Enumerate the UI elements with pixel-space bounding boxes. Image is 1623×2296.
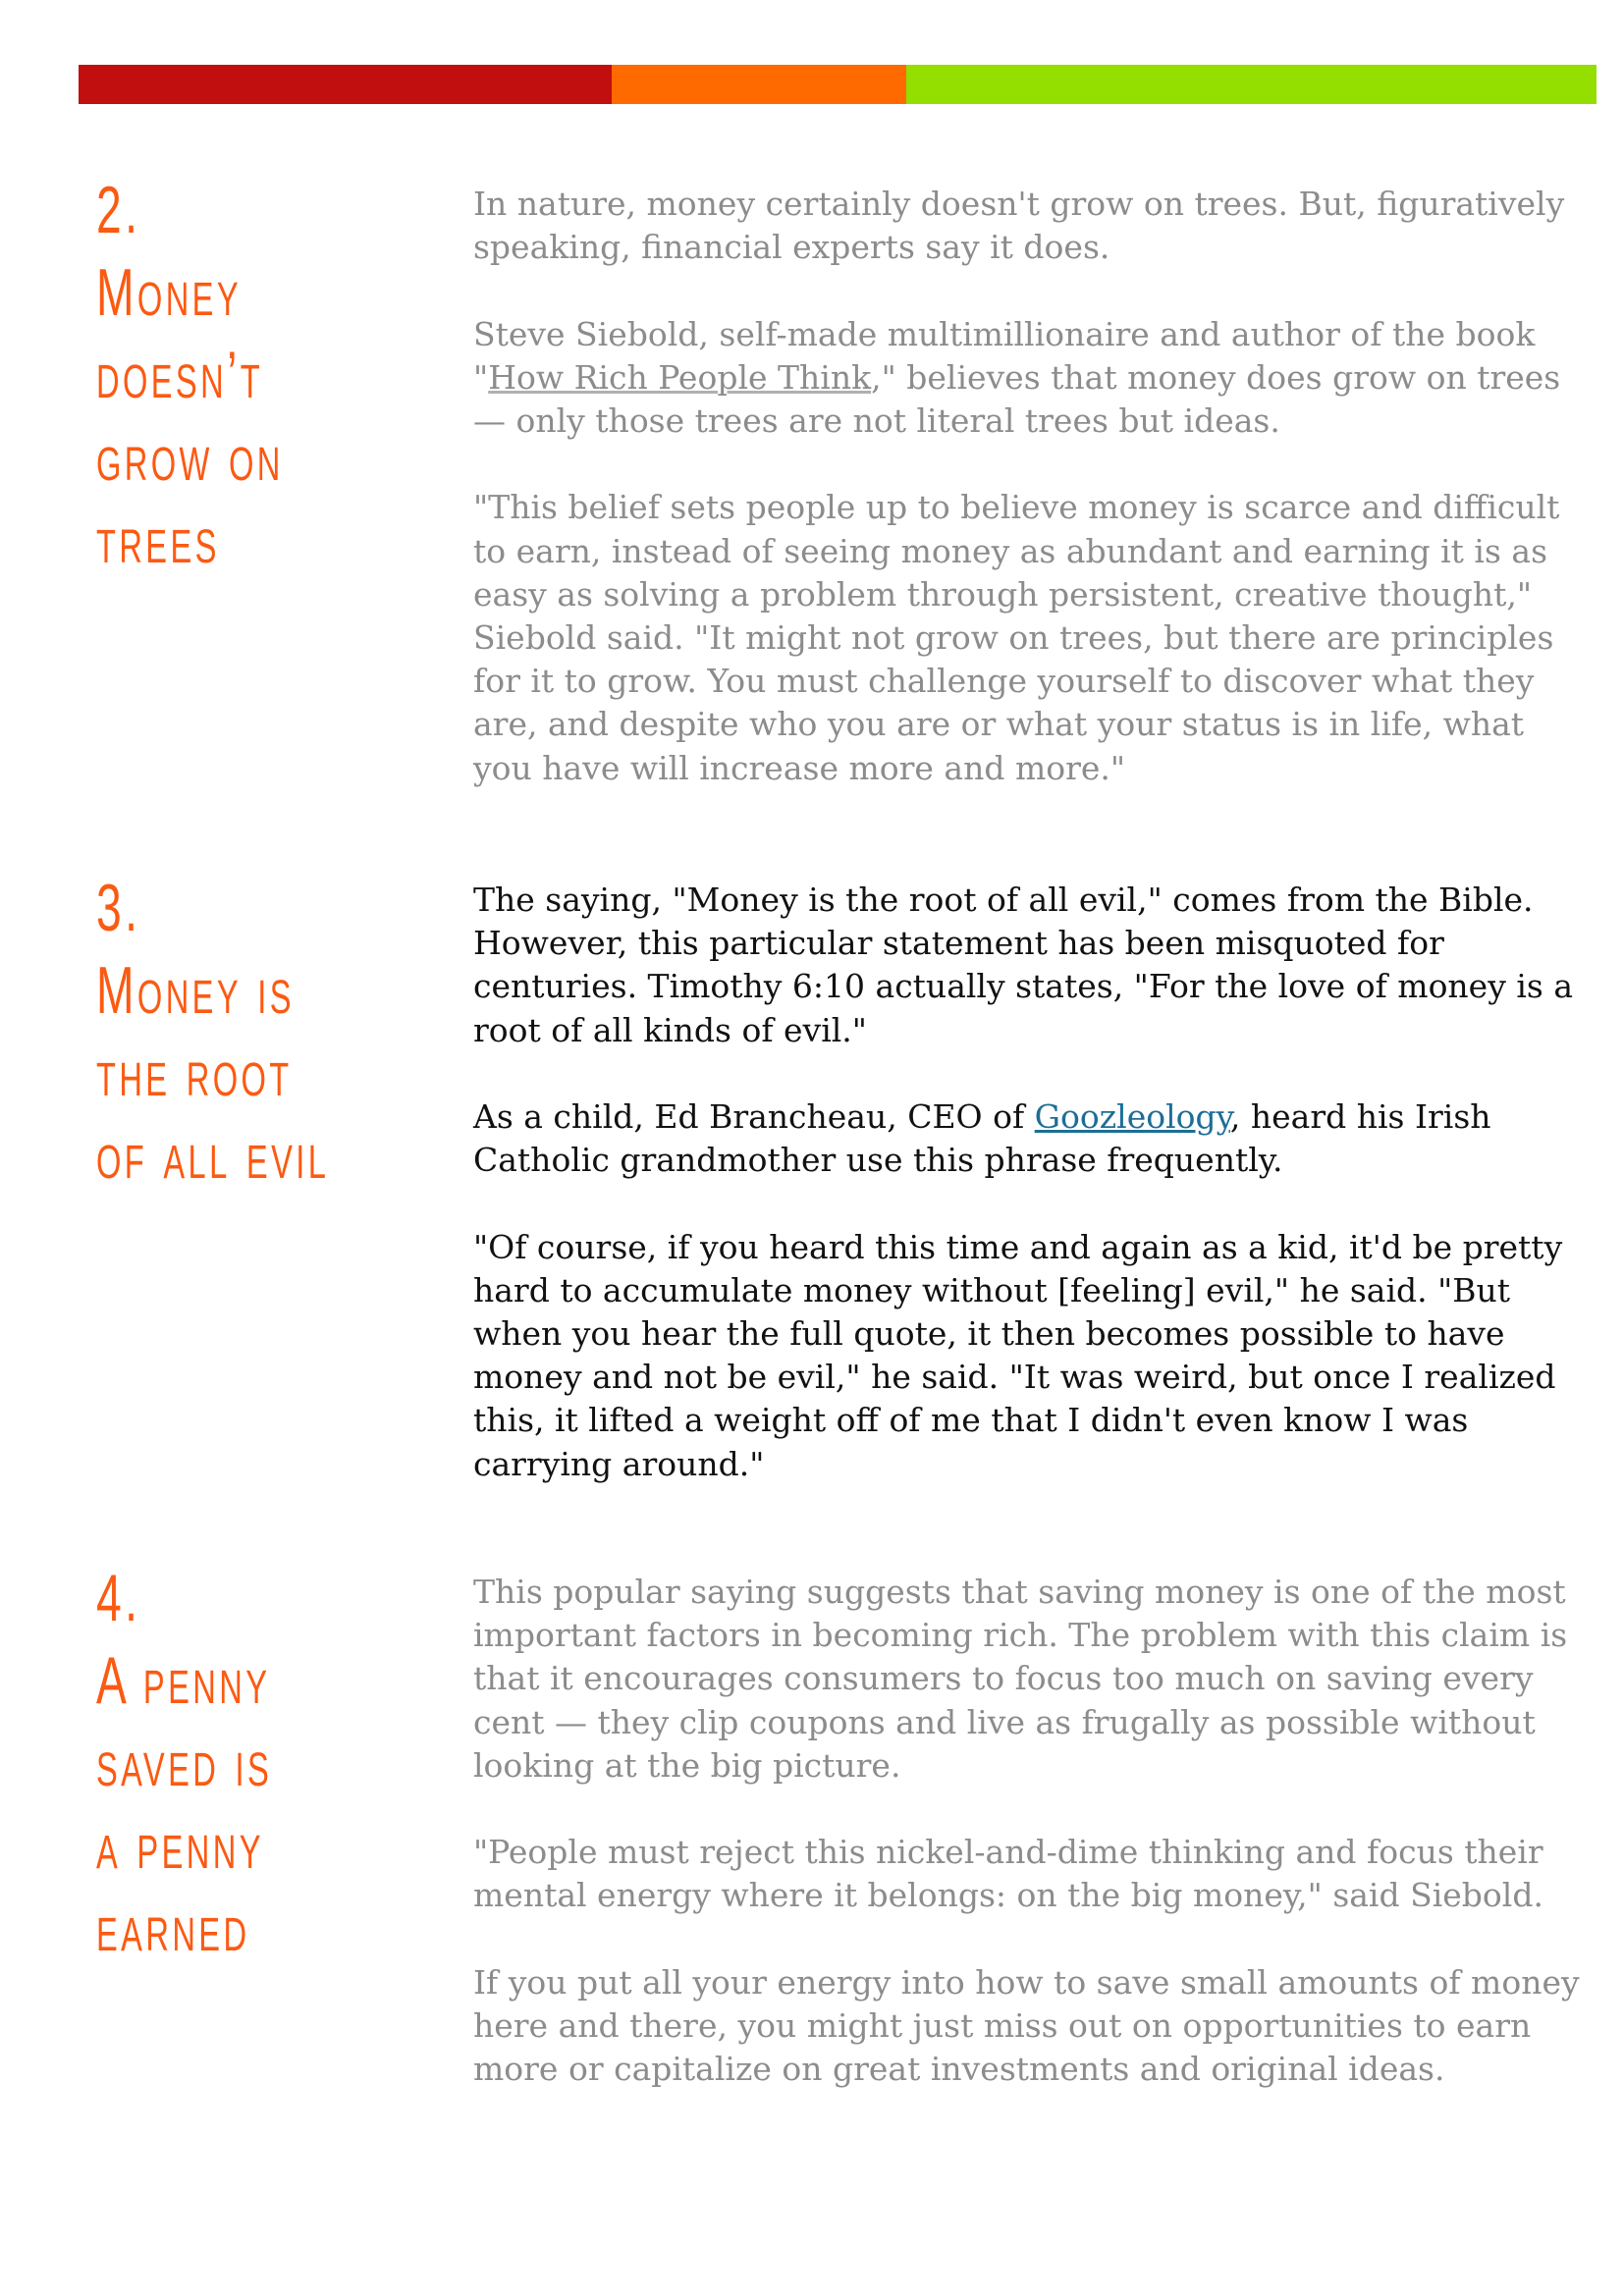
- paragraph: [473, 313, 1583, 444]
- section-body: [473, 1571, 1583, 2091]
- heading-line: grow on: [96, 420, 284, 495]
- paragraph-text: Steve Siebold, self-made multimillionaire and author of the book ": [473, 314, 1536, 397]
- paragraph: "Of course, if you heard this time and again as a kid, it'd be pretty hard to accumulate money without [feeling] evil," he said. "But when you hear the full quote, it then becomes possible to have money and not be evil," he said. "It was weird, but once I realized this, it lifted a weight off of me that I didn't even know I was carrying around.": [473, 1227, 1563, 1483]
- paragraph: This popular saying suggests that saving money is one of the most important factors in becoming rich. The problem with this claim is that it encourages consumers to focus too much on saving every cent — they clip coupons and live as frugally as possible without looking at the big picture.: [473, 1573, 1568, 1785]
- heading-line: earned: [96, 1891, 250, 1965]
- book-link[interactable]: How Rich People Think: [488, 357, 872, 397]
- heading-line: of all evil: [96, 1118, 330, 1193]
- top-bar-green-segment: [906, 65, 1596, 104]
- paragraph-text: , heard his Irish Catholic grandmother use this phrase frequently.: [473, 1097, 1491, 1180]
- heading-line: saved is: [96, 1726, 273, 1800]
- section-heading: [96, 1557, 316, 1969]
- company-link[interactable]: Goozleology: [1034, 1097, 1230, 1136]
- heading-line: doesn’t: [96, 338, 264, 412]
- paragraph: The saying, "Money is the root of all evil," comes from the Bible. However, this particular statement has been misquoted for centuries. Timothy 6:10 actually states, "For the love of money is a root of all kinds of evil.": [473, 881, 1574, 1049]
- top-bar-red-segment: [79, 65, 612, 104]
- paragraph: "This belief sets people up to believe money is scarce and difficult to earn, instead of seeing money as abundant and earning it is as easy as solving a problem through persistent, creative thought," Siebold said. "It might not grow on trees, but there are principles for it to grow. You must challenge yourself to discover what they are, and despite who you are or what your status is in life, what you have will increase more and more.": [473, 488, 1560, 787]
- heading-line: trees: [96, 503, 220, 577]
- heading-line: Money is: [96, 953, 295, 1028]
- section-body: [473, 183, 1583, 790]
- color-top-bar: [79, 65, 1596, 104]
- heading-line: a penny: [96, 1808, 264, 1883]
- section-number: 2.: [96, 173, 141, 247]
- heading-line: Money: [96, 255, 243, 330]
- top-bar-orange-segment: [612, 65, 906, 104]
- paragraph: In nature, money certainly doesn't grow on trees. But, figuratively speaking, financial experts say it does.: [473, 185, 1565, 267]
- section-heading: [96, 169, 316, 581]
- heading-line: the root: [96, 1036, 293, 1110]
- paragraph-text: As a child, Ed Brancheau, CEO of: [473, 1097, 1035, 1136]
- paragraph: [473, 1095, 1583, 1182]
- section-heading: [96, 867, 330, 1197]
- paragraph-text: ," believes that money does grow on trees — only those trees are not literal trees but ideas.: [473, 357, 1561, 440]
- section-number: 4.: [96, 1561, 141, 1635]
- section-number: 3.: [96, 871, 141, 945]
- paragraph: If you put all your energy into how to save small amounts of money here and there, you might just miss out on opportunities to earn more or capitalize on great investments and original ideas.: [473, 1962, 1580, 2089]
- paragraph: "People must reject this nickel-and-dime thinking and focus their mental energy where it belongs: on the big money," said Siebold.: [473, 1833, 1543, 1915]
- heading-line: A penny: [96, 1643, 271, 1718]
- section-body: [473, 879, 1583, 1486]
